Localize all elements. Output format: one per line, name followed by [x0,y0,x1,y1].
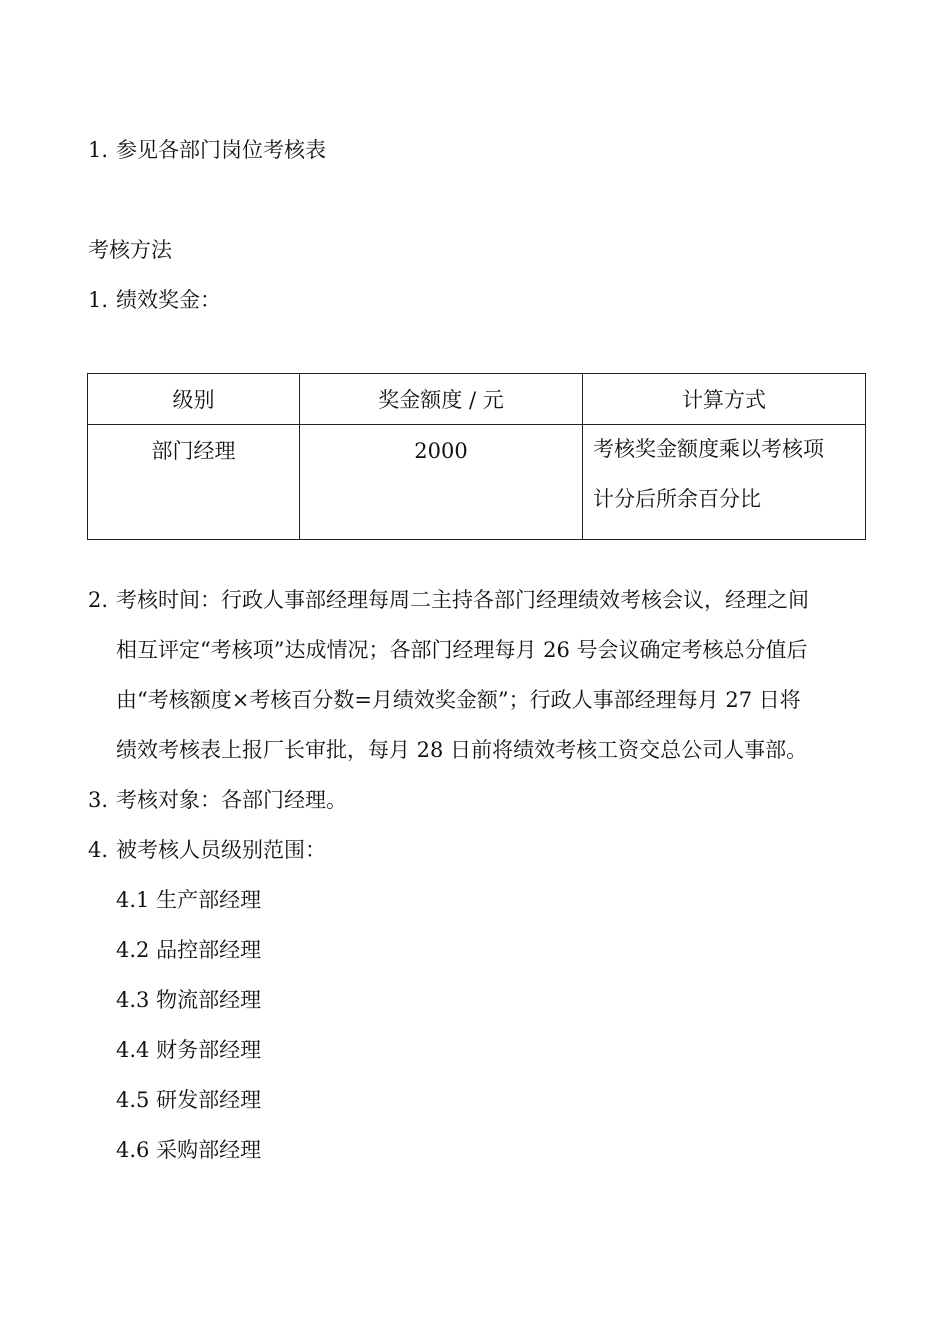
list-text: 被考核人员级别范围： [116,838,326,862]
list-item-time [88,590,809,611]
sub-list-item: 4.4 财务部经理 [116,1038,262,1062]
sub-list-item: 4.3 物流部经理 [116,988,262,1012]
table-cell-amount: 2000 [300,425,583,540]
list-item-see-tables [88,140,326,161]
table-header-calc: 计算方式 [583,374,866,425]
table-cell-level: 部门经理 [88,425,300,540]
table-cell-calc: 考核奖金额度乘以考核项 计分后所余百分比 [583,425,866,540]
sub-list-item: 4.1 生产部经理 [116,888,262,912]
list-number: 1. [88,288,109,312]
bonus-table [87,373,866,540]
list-text: 绩效奖金： [116,288,221,312]
list-item-bonus [88,290,221,311]
list-text-continuation: 绩效考核表上报厂长审批，每月 28 日前将绩效考核工资交总公司人事部。 [116,738,808,762]
table-header-level: 级别 [88,374,300,425]
list-number: 3. [88,788,109,812]
list-number: 1. [88,138,109,162]
sub-list-item: 4.6 采购部经理 [116,1138,262,1162]
sub-list-item: 4.2 品控部经理 [116,938,262,962]
list-text: 参见各部门岗位考核表 [116,138,326,162]
list-text: 考核时间：行政人事部经理每周二主持各部门经理绩效考核会议，经理之间 [116,588,809,612]
list-text: 考核对象：各部门经理。 [116,788,347,812]
list-text-continuation: 由“考核额度×考核百分数=月绩效奖金额”；行政人事部经理每月 27 日将 [116,688,801,712]
section-heading-method: 考核方法 [88,238,172,262]
list-item-target [88,790,347,811]
list-text-continuation: 相互评定“考核项”达成情况；各部门经理每月 26 号会议确定考核总分值后 [116,638,808,662]
list-number: 4. [88,838,109,862]
table-row [88,425,866,540]
table-header-row [88,374,866,425]
table-header-amount: 奖金额度 / 元 [300,374,583,425]
list-number: 2. [88,588,109,612]
list-item-scope [88,840,326,861]
sub-list-item: 4.5 研发部经理 [116,1088,262,1112]
